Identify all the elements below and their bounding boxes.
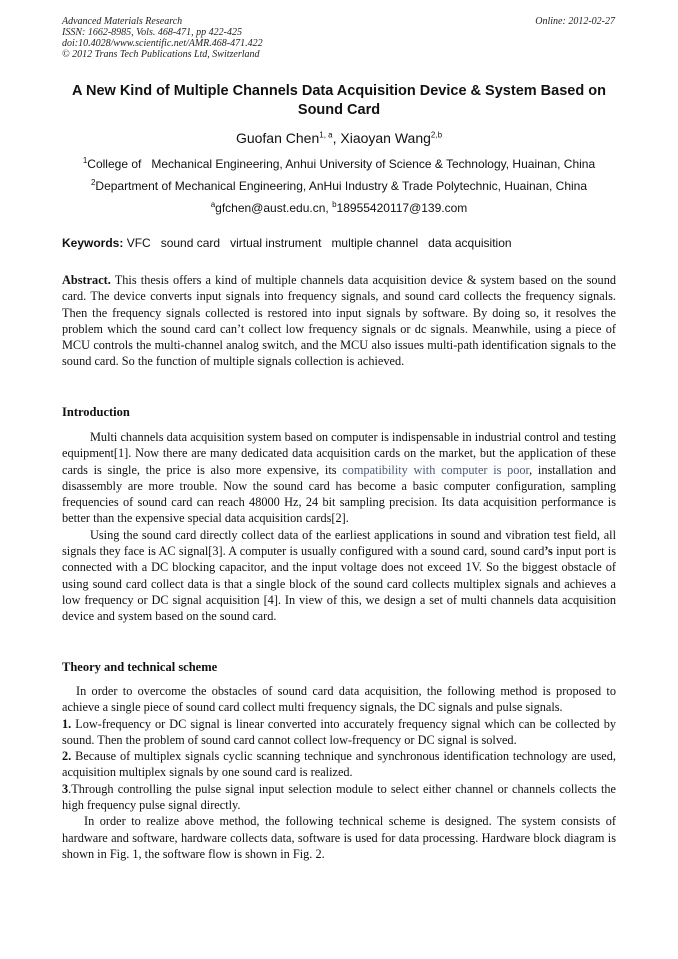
author-2: Xiaoyan Wang [340,130,431,146]
introduction-heading: Introduction [62,405,130,419]
keywords-label: Keywords: [62,236,124,250]
intro-p2-bold: ’s [544,544,553,559]
intro-p2-text-b: input port is connected with a DC blocking capacitor, and the input voltage does not exceed 1V. So the biggest obstacle of using sound card collect data is that a single block of the sound card collects multiplex signals and achieves a low frequency or DC signal acquisition [4]. In view of this, we design a set of multi channels data acquisition device and system based on the sound card. [62,544,616,624]
intro-p2-text-a: Using the sound card directly collect data of the earliest applications in sound and vibration test field, all signals they face is AC signal[3]. A computer is usually configured with a sound card, sound card [62,527,616,559]
author-1: Guofan Chen [235,130,320,146]
affiliation-1 [62,157,616,171]
affiliation-2-text: Department of Mechanical Engineering, AnHui Industry & Trade Polytechnic, Huainan, China [95,179,588,193]
journal-name: Advanced Materials Research [62,16,183,27]
theory-body [62,683,616,862]
affiliation-2 [62,179,616,193]
theory-item-3-num: 3 [62,781,69,796]
doi-line: doi:10.4028/www.scientific.net/AMR.468-471.422 [62,38,263,49]
email-a: gfchen@aust.edu.cn, [215,201,333,215]
keywords [62,236,512,250]
theory-item-1-num: 1. [62,716,72,731]
author-separator: , [332,130,341,146]
abstract [62,272,616,370]
theory-paragraph-2: In order to realize above method, the following technical scheme is designed. The system consists of hardware and software, hardware collects data, software is used for data processing. Hardware block diagram is shown in Fig. 1, the software flow is shown in Fig. 2. [62,814,616,861]
email-b-sup: b [332,200,337,209]
author-emails [62,201,616,215]
email-b: 18955420117@139.com [336,201,468,215]
intro-p1-text-b: , installation and disassembly are more trouble. Now the sound card has become a basic computer configuration, sampling frequencies of sound card can reach 48000 Hz, 24 bit sampling precision. Its data acquisition performance is better than the expensive special data acquisition cards[2]. [62,462,616,526]
theory-item-2 [62,748,616,781]
introduction-body [62,429,616,625]
affiliation-1-sup: 1 [82,156,88,165]
theory-item-1 [62,716,616,749]
author-1-sup: 1, a [319,130,333,140]
theory-item-2-text: Because of multiplex signals cyclic scanning technique and synchronous identification technology are used, acquisition multiplex signals by one sound card is realized. [62,749,616,780]
theory-item-3-text: .Through controlling the pulse signal input selection module to select either channel or channels collects the high frequency pulse signal directly. [62,781,616,813]
paper-title: A New Kind of Multiple Channels Data Acquisition Device & System Based on Sound Card [72,83,606,118]
author-2-sup: 2,b [430,130,443,140]
intro-p1-text-a: Multi channels data acquisition system based on computer is indispensable in industrial control and testing equipment[1]. Now there are many dedicated data acquisition cards on the market, but the application of these cards is single, the price is also more expensive, its [62,430,616,477]
abstract-text: This thesis offers a kind of multiple channels data acquisition device & system based on the sound card. The device converts input signals into frequency signals, and sound card collects the frequency signals. Then the frequency signals collected is restored into input signals by software. By doing so, it resolves the problem which the sound card can’t collect low frequency signals or dc signals. Meanwhile, using a piece of MCU controls the multi-channel analog switch, and the MCU also issues multi-path identification signals to the sound card. So the function of multiple signals collection is achieved. [62,273,616,369]
copyright-line: © 2012 Trans Tech Publications Ltd, Switzerland [62,49,260,60]
intro-paragraph-1 [62,429,616,527]
abstract-label: Abstract. [62,273,111,287]
theory-item-3 [62,781,616,814]
theory-item-1-text: Low-frequency or DC signal is linear converted into accurately frequency signal which can be collected by sound. Then the problem of sound card cannot collect low-frequency or DC signal is solved. [62,716,616,747]
intro-paragraph-2 [62,527,616,625]
journal-header [62,16,263,60]
online-date: Online: 2012-02-27 [535,16,615,27]
theory-item-2-num: 2. [62,749,72,764]
intro-p1-highlight: compatibility with computer is poor [342,462,530,477]
issn-line: ISSN: 1662-8985, Vols. 468-471, pp 422-425 [62,27,242,38]
theory-paragraph-1: In order to overcome the obstacles of sound card data acquisition, the following method is proposed to achieve a single piece of sound card collect multi frequency signals, the DC signals and pulse signals. [62,684,616,715]
email-a-sup: a [210,200,216,209]
affiliation-2-sup: 2 [90,178,96,187]
affiliation-1-text: College of Mechanical Engineering, Anhui University of Science & Technology, Huainan, China [87,157,596,171]
theory-heading: Theory and technical scheme [62,660,218,674]
keywords-text: VFC sound card virtual instrument multiple channel data acquisition [123,236,512,250]
authors [62,130,616,146]
